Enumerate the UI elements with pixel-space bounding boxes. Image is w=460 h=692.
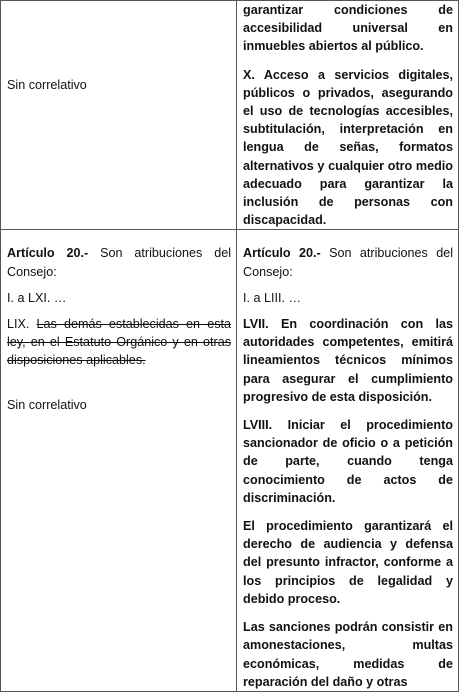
article-heading: Artículo 20.- Son atribuciones del Consejo: [7,246,232,279]
right-cell-proposed-text [237,1,459,230]
continuation-text: accesibilidad universal en inmuebles abiertos al público. [243,21,453,54]
fraction-range: I. a LIII. … [243,290,302,305]
fraction-x-text: X. Acceso a servicios digitales, públicos o privados, asegurando el uso de tecnologías accesibles, subtitulación, interpretación en lengua de señas, formatos alternativos y cualquier otro medio adecuado para garantizar la inclusión de personas con discapacidad. [243,67,453,228]
fraction-lix: LIX. Las demás establecidas en esta ley, en el Estatuto Orgánico y en otras disposiciones aplicables. [7,317,231,368]
fraction-range: I. a LXI. … [7,290,67,305]
sin-correlativo-label: Sin correlativo [7,397,87,412]
continuation-first-line: garantizar condiciones de [243,3,453,17]
fraction-lvii: LVII. En coordinación con las autoridades competentes, emitirá lineamientos técnicos mínimos para asegurar el cumplimiento progresivo de esta disposición. [243,317,453,404]
paragraph-sanciones: Las sanciones podrán consistir en amonestaciones, multas económicas, medidas de reparación del daño y otras [243,620,453,689]
article-heading: Artículo 20.- Son atribuciones del Consejo: [243,246,454,279]
table-row [1,230,459,691]
left-cell-current-text [1,1,237,230]
sin-correlativo-label: Sin correlativo [7,78,87,92]
table-row [1,1,459,230]
fraction-lviii: LVIII. Iniciar el procedimiento sancionador de oficio o a petición de parte, cuando tenga conocimiento de actos de discriminación. [243,418,453,505]
paragraph-audiencia: El procedimiento garantizará el derecho de audiencia y defensa del presunto infractor, conforme a los principios de legalidad y debido proceso. [243,519,453,606]
right-cell-proposed-article [237,230,459,691]
struck-text: Las demás establecidas en esta ley, en el Estatuto Orgánico y en otras disposiciones aplicables. [7,317,231,368]
left-cell-current-article [1,230,237,691]
